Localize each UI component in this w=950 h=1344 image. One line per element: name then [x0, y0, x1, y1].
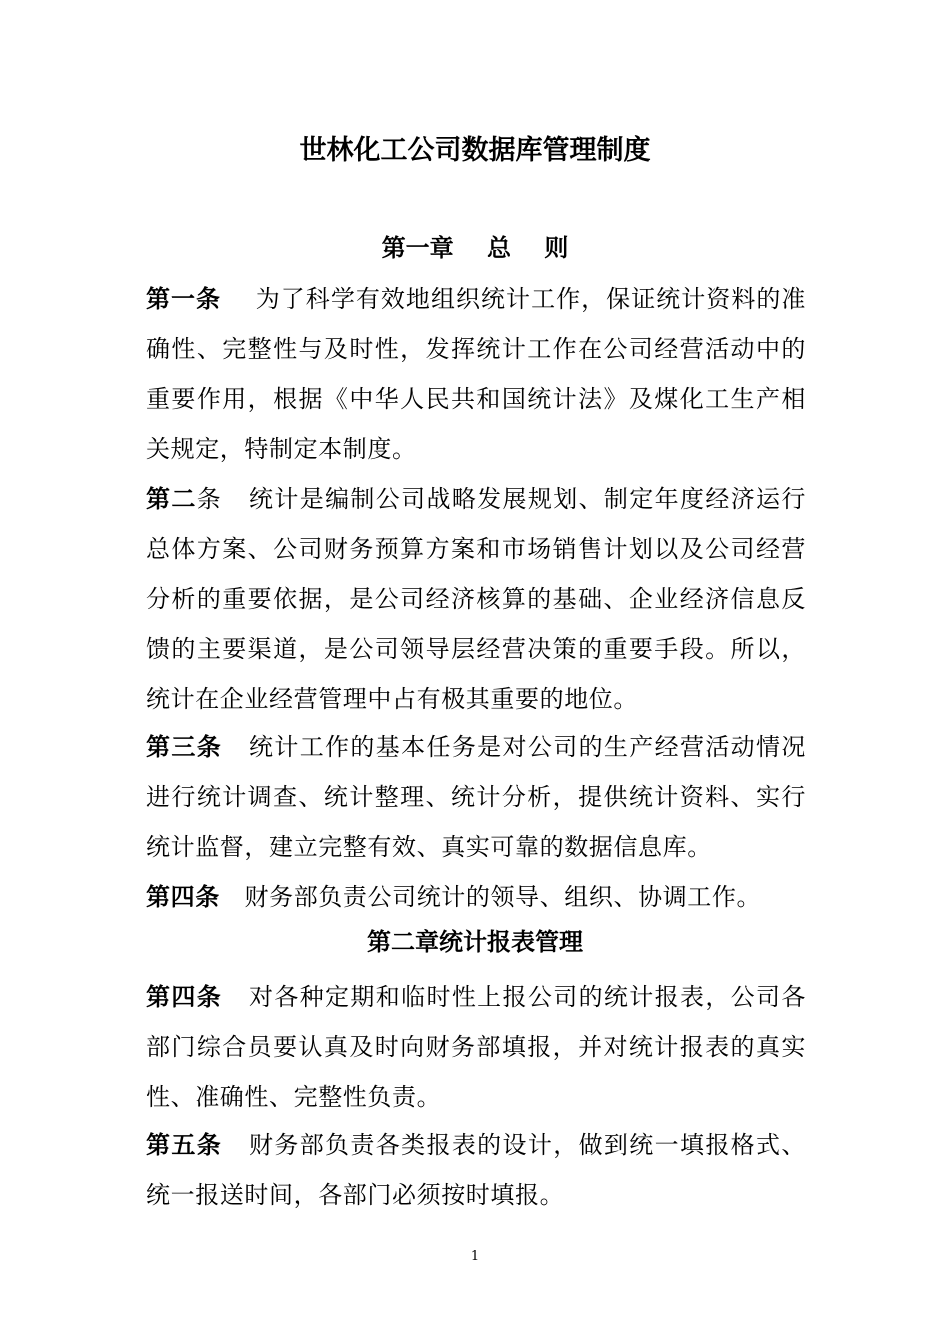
page-number: 1 [470, 1249, 480, 1264]
article-5 [146, 1120, 806, 1220]
chapter-heading-reports: 第二章统计报表管理 [367, 927, 583, 956]
article-label: 第四条 [146, 882, 220, 911]
article-label: 第四条 [146, 982, 223, 1011]
article-1 [146, 274, 806, 474]
article-4-reports [146, 972, 806, 1122]
article-4 [146, 872, 806, 922]
article-text: 为了科学有效地组织统计工作，保证统计资料的准确性、完整性与及时性，发挥统计工作在公司经营活动中的重要作用，根据《中华人民共和国统计法》及煤化工生产相关规定，特制定本制度。 [146, 285, 806, 463]
article-label: 第二 [146, 484, 197, 513]
document-title: 世林化工公司数据库管理制度 [299, 135, 651, 166]
article-3 [146, 722, 806, 872]
article-label: 第三条 [146, 732, 223, 761]
article-text: 对各种定期和临时性上报公司的统计报表，公司各部门综合员要认真及时向财务部填报，并对统计报表的真实性、准确性、完整性负责。 [146, 983, 806, 1111]
article-label: 第五条 [146, 1130, 223, 1159]
article-text: 财务部负责各类报表的设计，做到统一填报格式、统一报送时间，各部门必须按时填报。 [146, 1131, 806, 1209]
article-2 [146, 474, 806, 724]
article-label: 第一条 [146, 284, 222, 313]
article-text: 财务部负责公司统计的领导、组织、协调工作。 [219, 883, 762, 911]
article-text: 统计工作的基本任务是对公司的生产经营活动情况进行统计调查、统计整理、统计分析，提供统计资料、实行统计监督，建立完整有效、真实可靠的数据信息库。 [146, 733, 806, 861]
article-text: 条 统计是编制公司战略发展规划、制定年度经济运行总体方案、公司财务预算方案和市场销售计划以及公司经营分析的重要依据，是公司经济核算的基础、企业经济信息反馈的主要渠道，是公司领导层经营决策的重要手段。所以，统计在企业经营管理中占有极其重要的地位。 [146, 485, 806, 713]
chapter-heading-general: 第一章 总 则 [381, 233, 569, 262]
